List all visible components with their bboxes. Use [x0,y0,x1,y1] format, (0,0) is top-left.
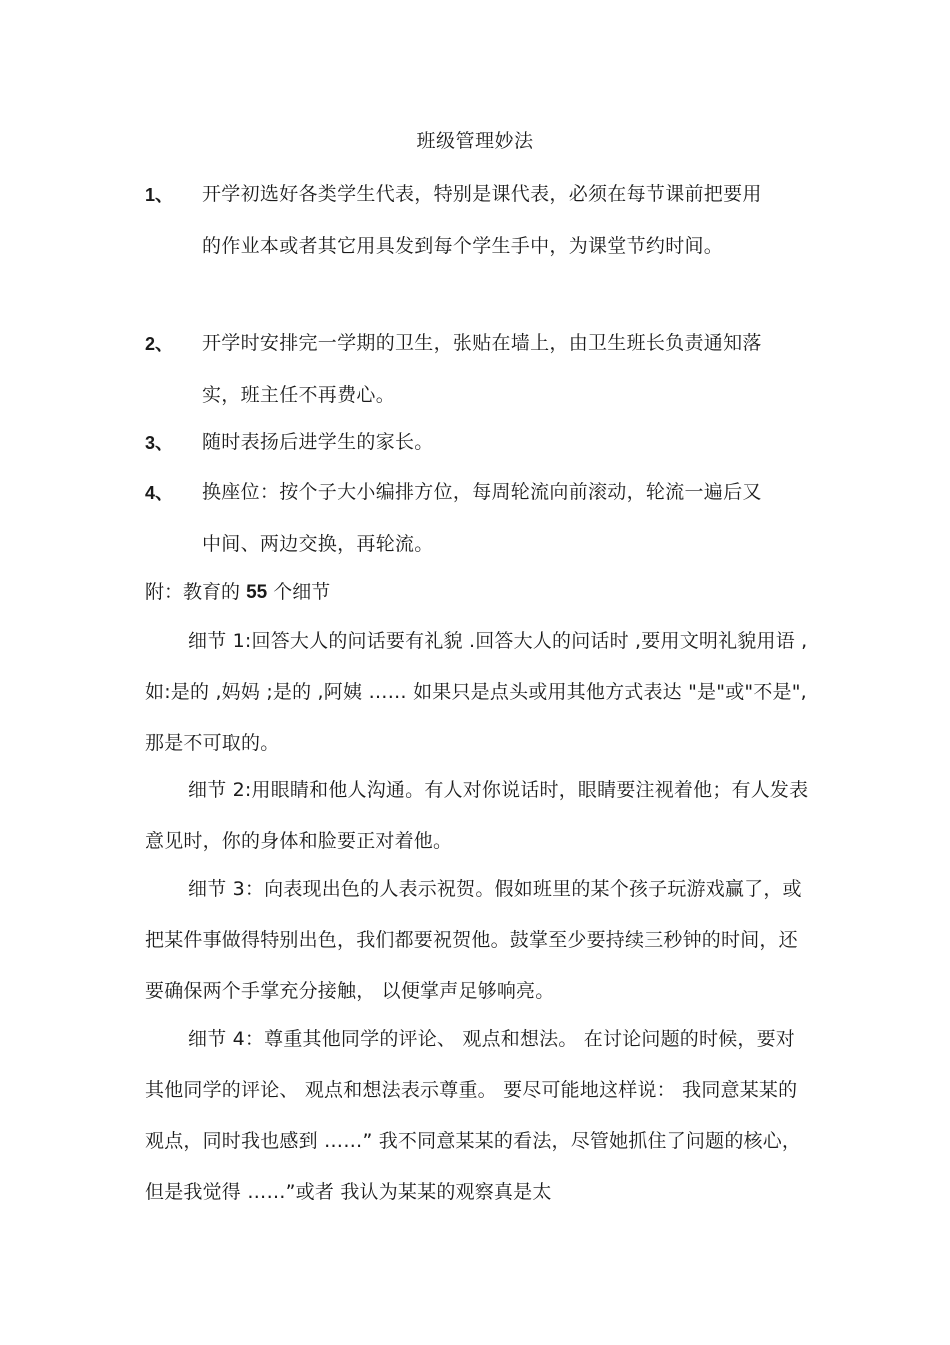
list-item-text: 换座位：按个子大小编排方位，每周轮流向前滚动，轮流一遍后又中间、两边交换，再轮流。 [202,481,762,555]
list-item [145,429,805,469]
list-item [145,479,805,570]
detail-paragraph: 细节 3：向表现出色的人表示祝贺。假如班里的某个孩子玩游戏赢了，或把某件事做得特别出色，我们都要祝贺他。鼓掌至少要持续三秒钟的时间，还要确保两个手掌充分接触， 以便掌声足够响亮。 [145,878,802,1002]
appendix-count: 55 [246,582,268,603]
detail-paragraph: 细节 1:回答大人的问话要有礼貌 .回答大人的问话时 ,要用文明礼貌用语 ,如:是的 ,妈妈 ;是的 ,阿姨 …… 如果只是点头或用其他方式表达 "是"或"不是",那是不可取的。 [145,630,808,754]
list-item-text: 开学时安排完一学期的卫生，张贴在墙上，由卫生班长负责通知落实，班主任不再费心。 [202,332,762,406]
list-item-number: 2、 [145,334,174,354]
list-item-number: 1、 [145,185,174,205]
list-item [145,181,805,272]
list-item-text: 开学初选好各类学生代表，特别是课代表，必须在每节课前把要用的作业本或者其它用具发到每个学生手中，为课堂节约时间。 [202,183,762,257]
appendix-prefix: 附：教育的 [145,581,241,603]
list-item-number: 4、 [145,483,174,503]
detail-paragraph: 细节 2:用眼睛和他人沟通。有人对你说话时，眼睛要注视着他；有人发表意见时，你的身体和脸要正对着他。 [145,779,809,852]
list-item-number: 3、 [145,433,174,453]
list-item-text: 随时表扬后进学生的家长。 [202,431,434,453]
document-title: 班级管理妙法 [416,130,534,152]
detail-paragraph: 细节 4：尊重其他同学的评论、 观点和想法。 在讨论问题的时候，要对其他同学的评论、 观点和想法表示尊重。 要尽可能地这样说： 我同意某某的观点，同时我也感到 ……” 我不同意某某的看法，尽管她抓住了问题的核心， 但是我觉得 ……”或者 我认为某某的观察真是太 [145,1028,802,1203]
appendix-heading [145,578,330,607]
list-item [145,330,805,421]
appendix-suffix: 个细节 [273,581,331,603]
